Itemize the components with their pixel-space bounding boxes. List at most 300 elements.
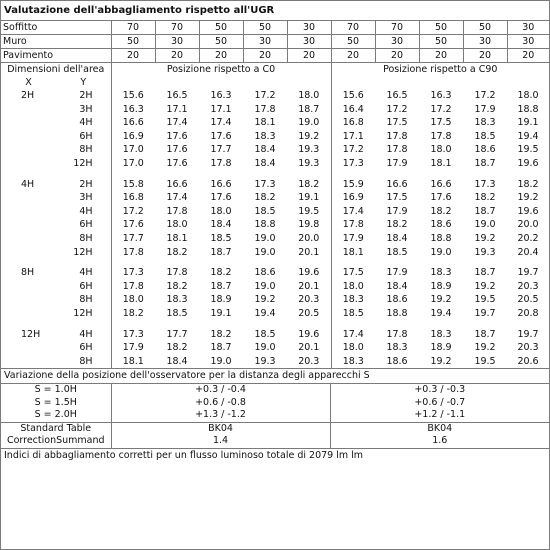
gap-cell [331,259,549,266]
variation-c0: +1.3 / -1.2 [111,409,330,422]
ugr-value-c0: 17.4 [166,117,188,129]
ugr-value-c0: 18.2 [210,328,232,340]
ugr-value-c0: 17.6 [122,219,144,231]
ugr-value-c0: 20.0 [287,232,331,246]
ugr-value-c90: 18.3 [430,328,452,340]
param-value: 70 [331,21,375,35]
blank-cell [331,76,549,89]
header-row [1,63,549,77]
ugr-value-c90: 19.5 [474,294,496,306]
param-value: 30 [507,21,549,35]
ugr-value-c0: 17.1 [166,103,188,115]
ugr-value-c0: 16.9 [122,130,144,142]
ugr-value-c0: 17.4 [166,192,188,204]
param-value: 70 [375,21,419,35]
ugr-value-c90: 17.9 [386,267,408,279]
y-dimension-cell: 12H [56,307,111,321]
ugr-value-c90: 18.6 [386,355,408,367]
ugr-value-c0: 17.2 [254,90,276,101]
ugr-value-c90: 18.7 [474,205,496,217]
gap-cell [111,259,331,266]
ugr-value-c90: 19.0 [430,246,452,258]
ugr-value-c0: 18.2 [122,307,144,319]
ugr-value-c90: 16.6 [386,178,408,190]
ugr-value-c90: 17.8 [386,328,408,340]
standard-c90: BK04 [427,422,453,434]
standard-label: Standard Table [1,422,111,435]
ugr-value-c90: 16.9 [342,192,364,204]
ugr-value-c90: 18.3 [386,342,408,354]
ugr-value-c90: 17.2 [342,144,364,156]
table-row [1,103,549,117]
x-dimension-cell [1,307,56,321]
ugr-value-c90: 17.2 [386,103,408,115]
x-dimension-cell [1,205,56,219]
ugr-value-c90: 17.2 [474,90,496,101]
ugr-value-c90: 18.4 [386,232,408,244]
x-dimension-cell [1,293,56,307]
ugr-value-c0: 19.8 [287,218,331,232]
variation-row [1,397,549,410]
ugr-value-c90: 20.6 [517,355,539,367]
param-value: 50 [111,35,155,49]
ugr-value-c90: 20.3 [517,280,539,292]
ugr-value-c0: 19.0 [254,280,276,292]
ugr-value-c0: 17.6 [210,130,232,142]
param-value: 50 [243,21,287,35]
gap-cell [56,259,111,266]
param-value: 20 [111,49,155,63]
y-dimension-cell: 2H [56,178,111,192]
param-value: 20 [331,49,375,63]
ugr-value-c0: 19.6 [287,328,331,342]
ugr-value-c90: 18.5 [342,307,364,319]
x-dimension-cell: 8H [21,267,35,279]
ugr-value-c90: 17.5 [430,117,452,129]
param-value: 20 [155,49,199,63]
x-dimension-cell: 2H [21,90,35,101]
ugr-value-c0: 18.5 [254,328,276,340]
ugr-value-c90: 19.1 [517,117,539,129]
ugr-value-c0: 19.0 [254,342,276,354]
x-dimension-cell [1,218,56,232]
x-dimension-cell [1,157,56,171]
ugr-value-c0: 19.1 [287,191,331,205]
ugr-value-c90: 17.5 [386,117,408,129]
ugr-value-c0: 18.6 [254,267,276,279]
ugr-value-c90: 20.3 [517,342,539,354]
param-label: Muro [1,35,111,49]
ugr-value-c0: 16.6 [122,117,144,129]
y-dimension-cell: 4H [56,266,111,280]
ugr-value-c90: 17.8 [386,130,408,142]
param-value: 30 [155,35,199,49]
ugr-value-c90: 19.2 [474,232,496,244]
param-value: 50 [419,35,463,49]
ugr-value-c90: 17.9 [342,232,364,244]
ugr-value-c0: 17.7 [210,144,232,156]
ugr-value-c90: 20.0 [517,219,539,231]
y-dimension-cell: 4H [56,205,111,219]
table-row [1,89,549,103]
table-row [1,355,549,369]
group-gap [1,259,549,266]
ugr-value-c0: 18.2 [210,267,232,279]
ugr-value-c0: 17.4 [210,117,232,129]
ugr-value-c0: 18.7 [287,103,331,117]
ugr-value-c0: 18.4 [254,144,276,156]
ugr-value-c90: 20.2 [517,232,539,244]
axis-header-row [1,76,549,89]
y-dimension-cell: 4H [56,328,111,342]
ugr-value-c90: 20.5 [517,294,539,306]
ugr-value-c0: 17.2 [122,205,144,217]
correction-c0: 1.4 [111,435,330,448]
ugr-value-c90: 16.4 [342,103,364,115]
ugr-value-c0: 18.2 [254,192,276,204]
ugr-value-c0: 17.8 [122,280,144,292]
param-value: 20 [419,49,463,63]
y-dimension-cell: 8H [56,355,111,369]
param-label: Pavimento [1,49,111,63]
ugr-value-c90: 19.7 [517,328,539,340]
param-value: 20 [243,49,287,63]
ugr-value-c0: 19.4 [254,307,276,319]
ugr-value-c90: 19.4 [517,130,539,142]
ugr-value-c90: 17.1 [342,130,364,142]
ugr-value-c90: 17.3 [342,157,364,169]
ugr-value-c0: 18.4 [254,157,276,169]
param-value: 20 [507,49,549,63]
table-row [1,218,549,232]
gap-cell [331,171,549,178]
ugr-value-c0: 18.0 [122,294,144,306]
ugr-value-c90: 17.5 [386,192,408,204]
param-value: 50 [463,21,507,35]
param-row [1,21,549,35]
table-row [1,232,549,246]
group-gap [1,321,549,328]
correction-c90: 1.6 [330,435,549,448]
table-row [1,280,549,294]
x-dimension-cell [1,191,56,205]
ugr-value-c90: 19.7 [517,267,539,279]
param-value: 20 [463,49,507,63]
y-dimension-cell: 6H [56,218,111,232]
ugr-value-c90: 18.2 [430,205,452,217]
y-dimension-cell: 6H [56,130,111,144]
variation-c0: +0.3 / -0.4 [111,384,330,397]
param-value: 30 [375,35,419,49]
ugr-value-c0: 17.1 [210,103,232,115]
ugr-value-c0: 18.1 [254,117,276,129]
ugr-value-c90: 20.4 [517,246,539,258]
ugr-value-c90: 18.3 [474,117,496,129]
y-dimension-cell: 8H [56,232,111,246]
ugr-value-c90: 18.2 [474,192,496,204]
ugr-value-c0: 19.0 [254,232,276,244]
y-dimension-cell: 2H [56,89,111,103]
x-dimension-cell [1,246,56,260]
ugr-value-c0: 18.5 [166,307,188,319]
ugr-value-c0: 16.3 [122,103,144,115]
ugr-value-c90: 17.9 [386,157,408,169]
ugr-value-c90: 18.6 [474,144,496,156]
ugr-value-c0: 19.2 [287,130,331,144]
ugr-value-c0: 18.1 [122,355,144,367]
ugr-value-c0: 18.5 [210,232,232,244]
ugr-value-c0: 17.6 [166,157,188,169]
ugr-value-c0: 17.0 [122,157,144,169]
y-dimension-cell: 8H [56,143,111,157]
ugr-value-c0: 18.7 [210,342,232,354]
ugr-value-c0: 18.2 [166,246,188,258]
variation-c0: +0.6 / -0.8 [111,397,330,410]
ugr-value-c0: 18.3 [166,294,188,306]
ugr-value-c90: 17.8 [386,144,408,156]
y-dimension-cell: 3H [56,103,111,117]
ugr-value-c90: 17.8 [430,130,452,142]
ugr-value-c90: 19.0 [474,219,496,231]
ugr-value-c90: 19.2 [430,355,452,367]
spacing-label: S = 1.5H [1,397,111,410]
ugr-value-c90: 18.8 [386,307,408,319]
table-title: Valutazione dell'abbagliamento rispetto all'UGR [1,1,549,21]
ugr-value-c90: 18.8 [517,103,539,115]
ugr-value-c90: 17.6 [430,192,452,204]
y-dimension-cell: 8H [56,293,111,307]
x-dimension-cell [1,143,56,157]
ugr-value-c0: 17.7 [122,232,144,244]
ugr-value-c90: 19.7 [474,307,496,319]
spacing-label: S = 2.0H [1,409,111,422]
ugr-value-c90: 18.0 [342,280,364,292]
gap-cell [1,171,56,178]
room-dimensions-label: Dimensioni dell'area [1,63,111,77]
ugr-value-c0: 19.0 [287,116,331,130]
ugr-value-c0: 18.2 [166,342,188,354]
y-dimension-cell: 4H [56,116,111,130]
x-dimension-cell [1,341,56,355]
ugr-value-c90: 18.7 [474,328,496,340]
table-row [1,246,549,260]
param-value: 30 [287,35,331,49]
ugr-value-c0: 20.1 [287,246,331,260]
standard-row [1,422,549,435]
y-label: Y [56,76,111,89]
correction-label: CorrectionSummand [1,435,111,448]
ugr-value-c0: 18.0 [210,205,232,217]
c0-header: Posizione rispetto a C0 [111,63,331,77]
ugr-value-c0: 18.0 [287,89,331,103]
ugr-value-c90: 16.6 [430,178,452,190]
gap-cell [56,321,111,328]
ugr-value-c0: 19.5 [287,205,331,219]
x-dimension-cell [1,116,56,130]
spacing-label: S = 1.0H [1,384,111,397]
variation-row [1,409,549,422]
ugr-value-c0: 17.8 [254,103,276,115]
param-value: 20 [199,49,243,63]
ugr-value-c0: 19.2 [254,294,276,306]
ugr-value-c90: 18.8 [430,232,452,244]
param-value: 50 [199,21,243,35]
ugr-value-c0: 18.7 [210,246,232,258]
x-dimension-cell [1,103,56,117]
ugr-value-c0: 20.3 [287,355,331,369]
param-row [1,35,549,49]
ugr-value-c90: 18.3 [342,355,364,367]
table-row [1,205,549,219]
ugr-value-c0: 18.3 [254,130,276,142]
ugr-value-c90: 18.6 [386,294,408,306]
param-value: 70 [155,21,199,35]
ugr-value-c0: 15.8 [122,178,144,190]
param-label: Soffitto [1,21,111,35]
ugr-value-c0: 17.6 [166,144,188,156]
c90-header: Posizione rispetto a C90 [383,64,498,75]
param-value: 30 [243,35,287,49]
ugr-value-c0: 15.6 [122,90,144,101]
ugr-value-c0: 18.2 [166,280,188,292]
ugr-value-c90: 18.0 [517,90,539,101]
ugr-value-c90: 17.3 [474,178,496,190]
table-row [1,116,549,130]
table-row [1,293,549,307]
ugr-value-c0: 18.4 [210,219,232,231]
ugr-value-c90: 17.9 [474,103,496,115]
ugr-value-c0: 16.6 [166,178,188,190]
ugr-value-c0: 17.8 [166,267,188,279]
table-row [1,307,549,321]
y-dimension-cell: 12H [56,246,111,260]
param-value: 70 [111,21,155,35]
ugr-value-c0: 19.3 [287,157,331,171]
y-dimension-cell: 6H [56,341,111,355]
ugr-value-c0: 17.0 [122,144,144,156]
ugr-value-c90: 18.6 [430,219,452,231]
ugr-value-c90: 19.2 [517,192,539,204]
ugr-value-c0: 18.8 [254,219,276,231]
ugr-value-c0: 17.8 [122,246,144,258]
table-row [1,157,549,171]
variation-c90: +0.6 / -0.7 [414,396,466,408]
param-value: 50 [419,21,463,35]
ugr-value-c90: 19.6 [517,157,539,169]
ugr-value-c90: 17.4 [342,205,364,217]
ugr-table [1,21,549,368]
x-dimension-cell [1,232,56,246]
ugr-value-c0: 20.3 [287,293,331,307]
param-value: 50 [331,35,375,49]
ugr-value-c90: 15.9 [342,178,364,190]
ugr-value-c0: 18.5 [254,205,276,217]
gap-cell [331,321,549,328]
x-dimension-cell [1,355,56,369]
ugr-value-c90: 19.6 [517,205,539,217]
ugr-value-c0: 18.7 [210,280,232,292]
param-row [1,49,549,63]
ugr-value-c90: 19.4 [430,307,452,319]
variation-row [1,384,549,397]
x-dimension-cell [1,130,56,144]
variation-table [1,384,549,449]
gap-cell [56,171,111,178]
variation-c90: +0.3 / -0.3 [414,384,466,396]
ugr-value-c90: 18.9 [430,342,452,354]
ugr-value-c0: 20.1 [287,341,331,355]
ugr-value-c90: 17.5 [342,267,364,279]
param-value: 30 [463,35,507,49]
x-dimension-cell: 4H [21,178,35,190]
ugr-value-c0: 19.3 [287,143,331,157]
table-row [1,191,549,205]
blank-cell [111,76,331,89]
ugr-value-c90: 18.9 [430,280,452,292]
ugr-value-c0: 17.3 [254,178,276,190]
ugr-value-c0: 17.8 [210,157,232,169]
ugr-value-c90: 17.4 [342,328,364,340]
param-value: 50 [199,35,243,49]
param-value: 20 [287,49,331,63]
ugr-value-c0: 17.6 [166,130,188,142]
param-value: 20 [375,49,419,63]
ugr-value-c90: 18.3 [430,267,452,279]
ugr-value-c0: 17.3 [122,328,144,340]
ugr-value-c90: 18.0 [342,342,364,354]
ugr-value-c90: 19.2 [430,294,452,306]
gap-cell [111,171,331,178]
ugr-value-c90: 19.2 [474,342,496,354]
table-row [1,266,549,280]
ugr-value-c0: 18.4 [166,355,188,367]
ugr-value-c90: 18.2 [386,219,408,231]
ugr-value-c90: 18.7 [474,267,496,279]
ugr-value-c90: 18.2 [517,178,539,190]
ugr-value-c90: 18.1 [342,246,364,258]
ugr-value-c90: 19.5 [474,355,496,367]
ugr-value-c90: 18.3 [342,294,364,306]
table-row [1,328,549,342]
ugr-value-c90: 19.5 [517,144,539,156]
ugr-value-c0: 19.3 [254,355,276,367]
param-value: 30 [287,21,331,35]
x-dimension-cell: 12H [21,328,41,340]
ugr-value-c0: 18.9 [210,294,232,306]
ugr-value-c90: 16.8 [342,117,364,129]
ugr-value-c0: 16.3 [210,90,232,101]
table-row [1,178,549,192]
table-row [1,143,549,157]
ugr-value-c0: 20.1 [287,280,331,294]
correction-row [1,435,549,448]
ugr-value-c0: 16.5 [166,90,188,101]
ugr-value-c90: 17.8 [342,219,364,231]
ugr-value-c90: 18.1 [430,157,452,169]
gap-cell [1,321,56,328]
ugr-value-c0: 16.8 [122,192,144,204]
ugr-value-c90: 18.5 [474,130,496,142]
ugr-value-c0: 17.8 [166,205,188,217]
ugr-value-c0: 17.3 [122,267,144,279]
y-dimension-cell: 3H [56,191,111,205]
table-row [1,130,549,144]
ugr-value-c0: 17.6 [210,192,232,204]
x-label: X [25,77,32,88]
ugr-value-c0: 19.1 [210,307,232,319]
ugr-value-c90: 18.7 [474,157,496,169]
footer-note: Indici di abbagliamento corretti per un flusso luminoso totale di 2079 lm lm [4,449,364,461]
